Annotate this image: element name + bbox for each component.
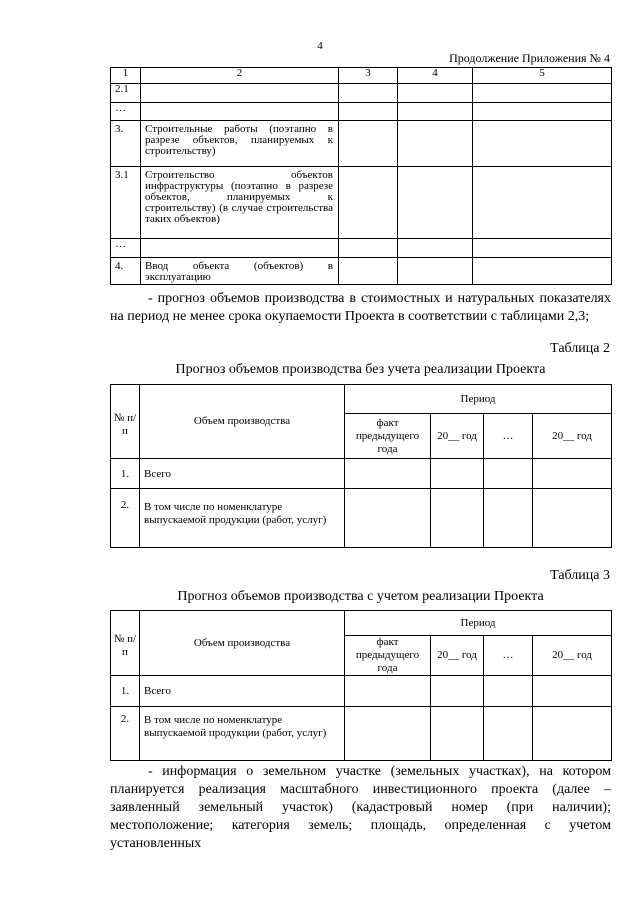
forecast-paragraph: [110, 290, 611, 326]
col-volume-header: Объем производства: [140, 611, 345, 676]
header-cell: 1: [111, 68, 141, 84]
table-row: [111, 258, 612, 285]
table-row: [111, 459, 612, 489]
period-header: Период: [345, 611, 612, 636]
table-row: [111, 167, 612, 239]
table-row: [111, 239, 612, 258]
land-plot-paragraph: [110, 763, 611, 853]
plan-table: [110, 67, 612, 285]
table2-label: Таблица 2: [550, 341, 610, 356]
row-text: Строительные работы (поэтапно в разрезе объектов, планируемых к строительству): [141, 121, 339, 167]
row-number: 1.: [111, 676, 140, 707]
row-text: [141, 84, 339, 103]
land-plot-text: - информация о земельном участке (земельных участках), на котором планируется реализация масштабного инвестиционного проекта (далее – заявленный земельный участок) (кадастровый номер (при наличии); местоположение; категория земель; площадь, определенная с учетом установленных: [110, 764, 611, 851]
row-number: …: [111, 103, 141, 121]
table3-title: Прогноз объемов производства с учетом реализации Проекта: [177, 589, 544, 604]
production-table-without-project: [110, 384, 612, 548]
table-row: [111, 121, 612, 167]
row-number: 1.: [111, 459, 140, 489]
page-number: 4: [317, 40, 323, 52]
row-text: [141, 103, 339, 121]
header-cell: 2: [141, 68, 339, 84]
production-table-with-project: [110, 610, 612, 761]
period-year: 20__ год: [431, 414, 484, 459]
col-volume-header: Объем производства: [140, 385, 345, 459]
table3-label: Таблица 3: [550, 568, 610, 583]
table-row: [111, 103, 612, 121]
header-cell: 5: [473, 68, 612, 84]
row-number: 2.: [111, 489, 140, 548]
row-text: В том числе по номенклатуре выпускаемой продукции (работ, услуг): [140, 707, 345, 761]
row-text: Строительство объектов инфраструктуры (поэтапно в разрезе объектов, планируемых к строительству) (в случае строительства таких объектов): [141, 167, 339, 239]
row-text: [141, 239, 339, 258]
row-text: Ввод объекта (объектов) в эксплуатацию: [141, 258, 339, 285]
period-fact: факт предыдущего года: [345, 414, 431, 459]
forecast-text: - прогноз объемов производства в стоимостных и натуральных показателях на период не менее срока окупаемости Проекта в соответствии с таблицами 2,3;: [110, 291, 611, 324]
period-year: 20__ год: [431, 636, 484, 676]
col-number-header: № п/п: [111, 385, 140, 459]
table2-title: Прогноз объемов производства без учета реализации Проекта: [175, 362, 546, 377]
period-ellipsis: …: [484, 636, 533, 676]
row-number: 2.1: [111, 84, 141, 103]
continuation-label: Продолжение Приложения № 4: [449, 51, 610, 65]
header-cell: 3: [339, 68, 398, 84]
period-header: Период: [345, 385, 612, 414]
row-number: 2.: [111, 707, 140, 761]
row-number: 4.: [111, 258, 141, 285]
period-fact: факт предыдущего года: [345, 636, 431, 676]
table-row: [111, 676, 612, 707]
period-ellipsis: …: [484, 414, 533, 459]
period-year: 20__ год: [533, 636, 612, 676]
row-text: Всего: [140, 459, 345, 489]
table-header-row: [111, 68, 612, 84]
row-number: …: [111, 239, 141, 258]
table-row: [111, 707, 612, 761]
header-cell: 4: [398, 68, 473, 84]
col-number-header: № п/п: [111, 611, 140, 676]
row-text: Всего: [140, 676, 345, 707]
table-row: [111, 84, 612, 103]
table-row: [111, 489, 612, 548]
period-year: 20__ год: [533, 414, 612, 459]
row-text: В том числе по номенклатуре выпускаемой продукции (работ, услуг): [140, 489, 345, 548]
row-number: 3.: [111, 121, 141, 167]
row-number: 3.1: [111, 167, 141, 239]
